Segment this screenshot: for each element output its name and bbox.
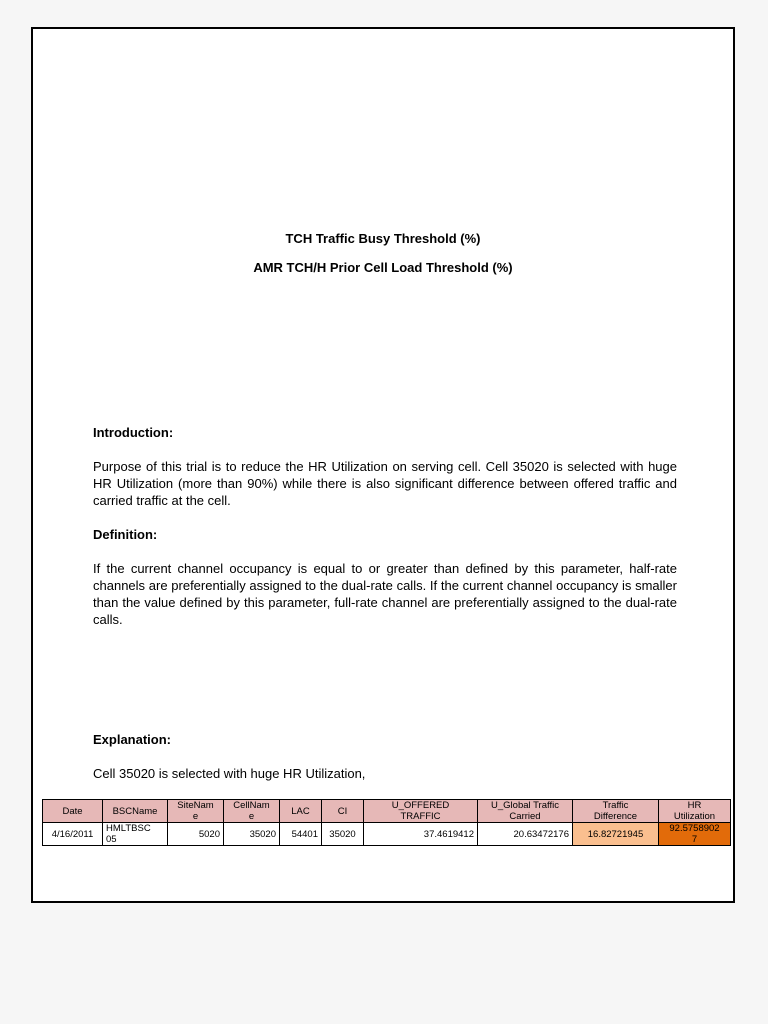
- header-cellname-label: CellNam e: [233, 800, 270, 822]
- page-subtitle: AMR TCH/H Prior Cell Load Threshold (%): [253, 260, 513, 275]
- explanation-text: Cell 35020 is selected with huge HR Utilization,: [93, 766, 366, 781]
- cell-sitename: [168, 823, 224, 846]
- page-title: TCH Traffic Busy Threshold (%): [285, 231, 481, 246]
- hr-utilization-table: [42, 799, 731, 846]
- cell-ci: [322, 823, 364, 846]
- header-lac-label: LAC: [291, 805, 310, 817]
- cell-bscname: [103, 823, 168, 846]
- header-ci-label: CI: [337, 805, 348, 817]
- cell-lac-value: 54401: [291, 828, 318, 840]
- cell-cellname: [224, 823, 280, 846]
- definition-text: If the current channel occupancy is equal to or greater than defined by this parameter, half-rate channels are preferentially assigned to the dual-rate calls. If the current channel occupancy is smaller than the value defined by this parameter, full-rate channel are preferentially assigned to the dual-rate calls.: [93, 561, 677, 627]
- cell-traffic-difference: [573, 823, 659, 846]
- cell-hr-utilization: [659, 823, 731, 846]
- cell-ci-value: 35020: [329, 828, 356, 840]
- table-row: [43, 823, 731, 846]
- header-hr-utilization-label: HR Utilization: [673, 800, 716, 822]
- cell-offered-traffic-value: 37.4619412: [423, 828, 474, 840]
- header-offered-traffic-label: U_OFFERED TRAFFIC: [391, 800, 450, 822]
- header-lac: [280, 800, 322, 823]
- header-hr-utilization: [659, 800, 731, 823]
- header-bscname: [103, 800, 168, 823]
- cell-date: [43, 823, 103, 846]
- header-ci: [322, 800, 364, 823]
- introduction-text: Purpose of this trial is to reduce the HR Utilization on serving cell. Cell 35020 is selected with huge HR Utilization (more than 90%) while there is also significant difference between offered traffic and carried traffic at the cell.: [93, 459, 677, 508]
- cell-lac: [280, 823, 322, 846]
- cell-hr-utilization-value: 92.5758902 7: [669, 823, 720, 845]
- header-bscname-label: BSCName: [112, 805, 158, 817]
- document-page: [31, 27, 735, 903]
- header-date-label: Date: [62, 805, 83, 817]
- header-global-traffic-label: U_Global Traffic Carried: [491, 800, 559, 822]
- cell-sitename-value: 5020: [198, 828, 220, 840]
- introduction-heading: Introduction:: [93, 425, 174, 440]
- header-traffic-difference: [573, 800, 659, 823]
- cell-date-value: 4/16/2011: [51, 828, 94, 840]
- header-offered-traffic: [364, 800, 478, 823]
- definition-heading: Definition:: [93, 527, 158, 542]
- header-sitename-label: SiteNam e: [177, 800, 214, 822]
- table-header-row: [43, 800, 731, 823]
- cell-bscname-value: HMLTBSC 05: [106, 823, 151, 845]
- cell-offered-traffic: [364, 823, 478, 846]
- header-sitename: [168, 800, 224, 823]
- cell-global-traffic: [478, 823, 573, 846]
- header-cellname: [224, 800, 280, 823]
- cell-traffic-difference-value: 16.82721945: [587, 828, 644, 840]
- header-date: [43, 800, 103, 823]
- header-global-traffic: [478, 800, 573, 823]
- header-traffic-difference-label: Traffic Difference: [593, 800, 638, 822]
- explanation-heading: Explanation:: [93, 732, 172, 747]
- cell-cellname-value: 35020: [249, 828, 276, 840]
- cell-global-traffic-value: 20.63472176: [513, 828, 569, 840]
